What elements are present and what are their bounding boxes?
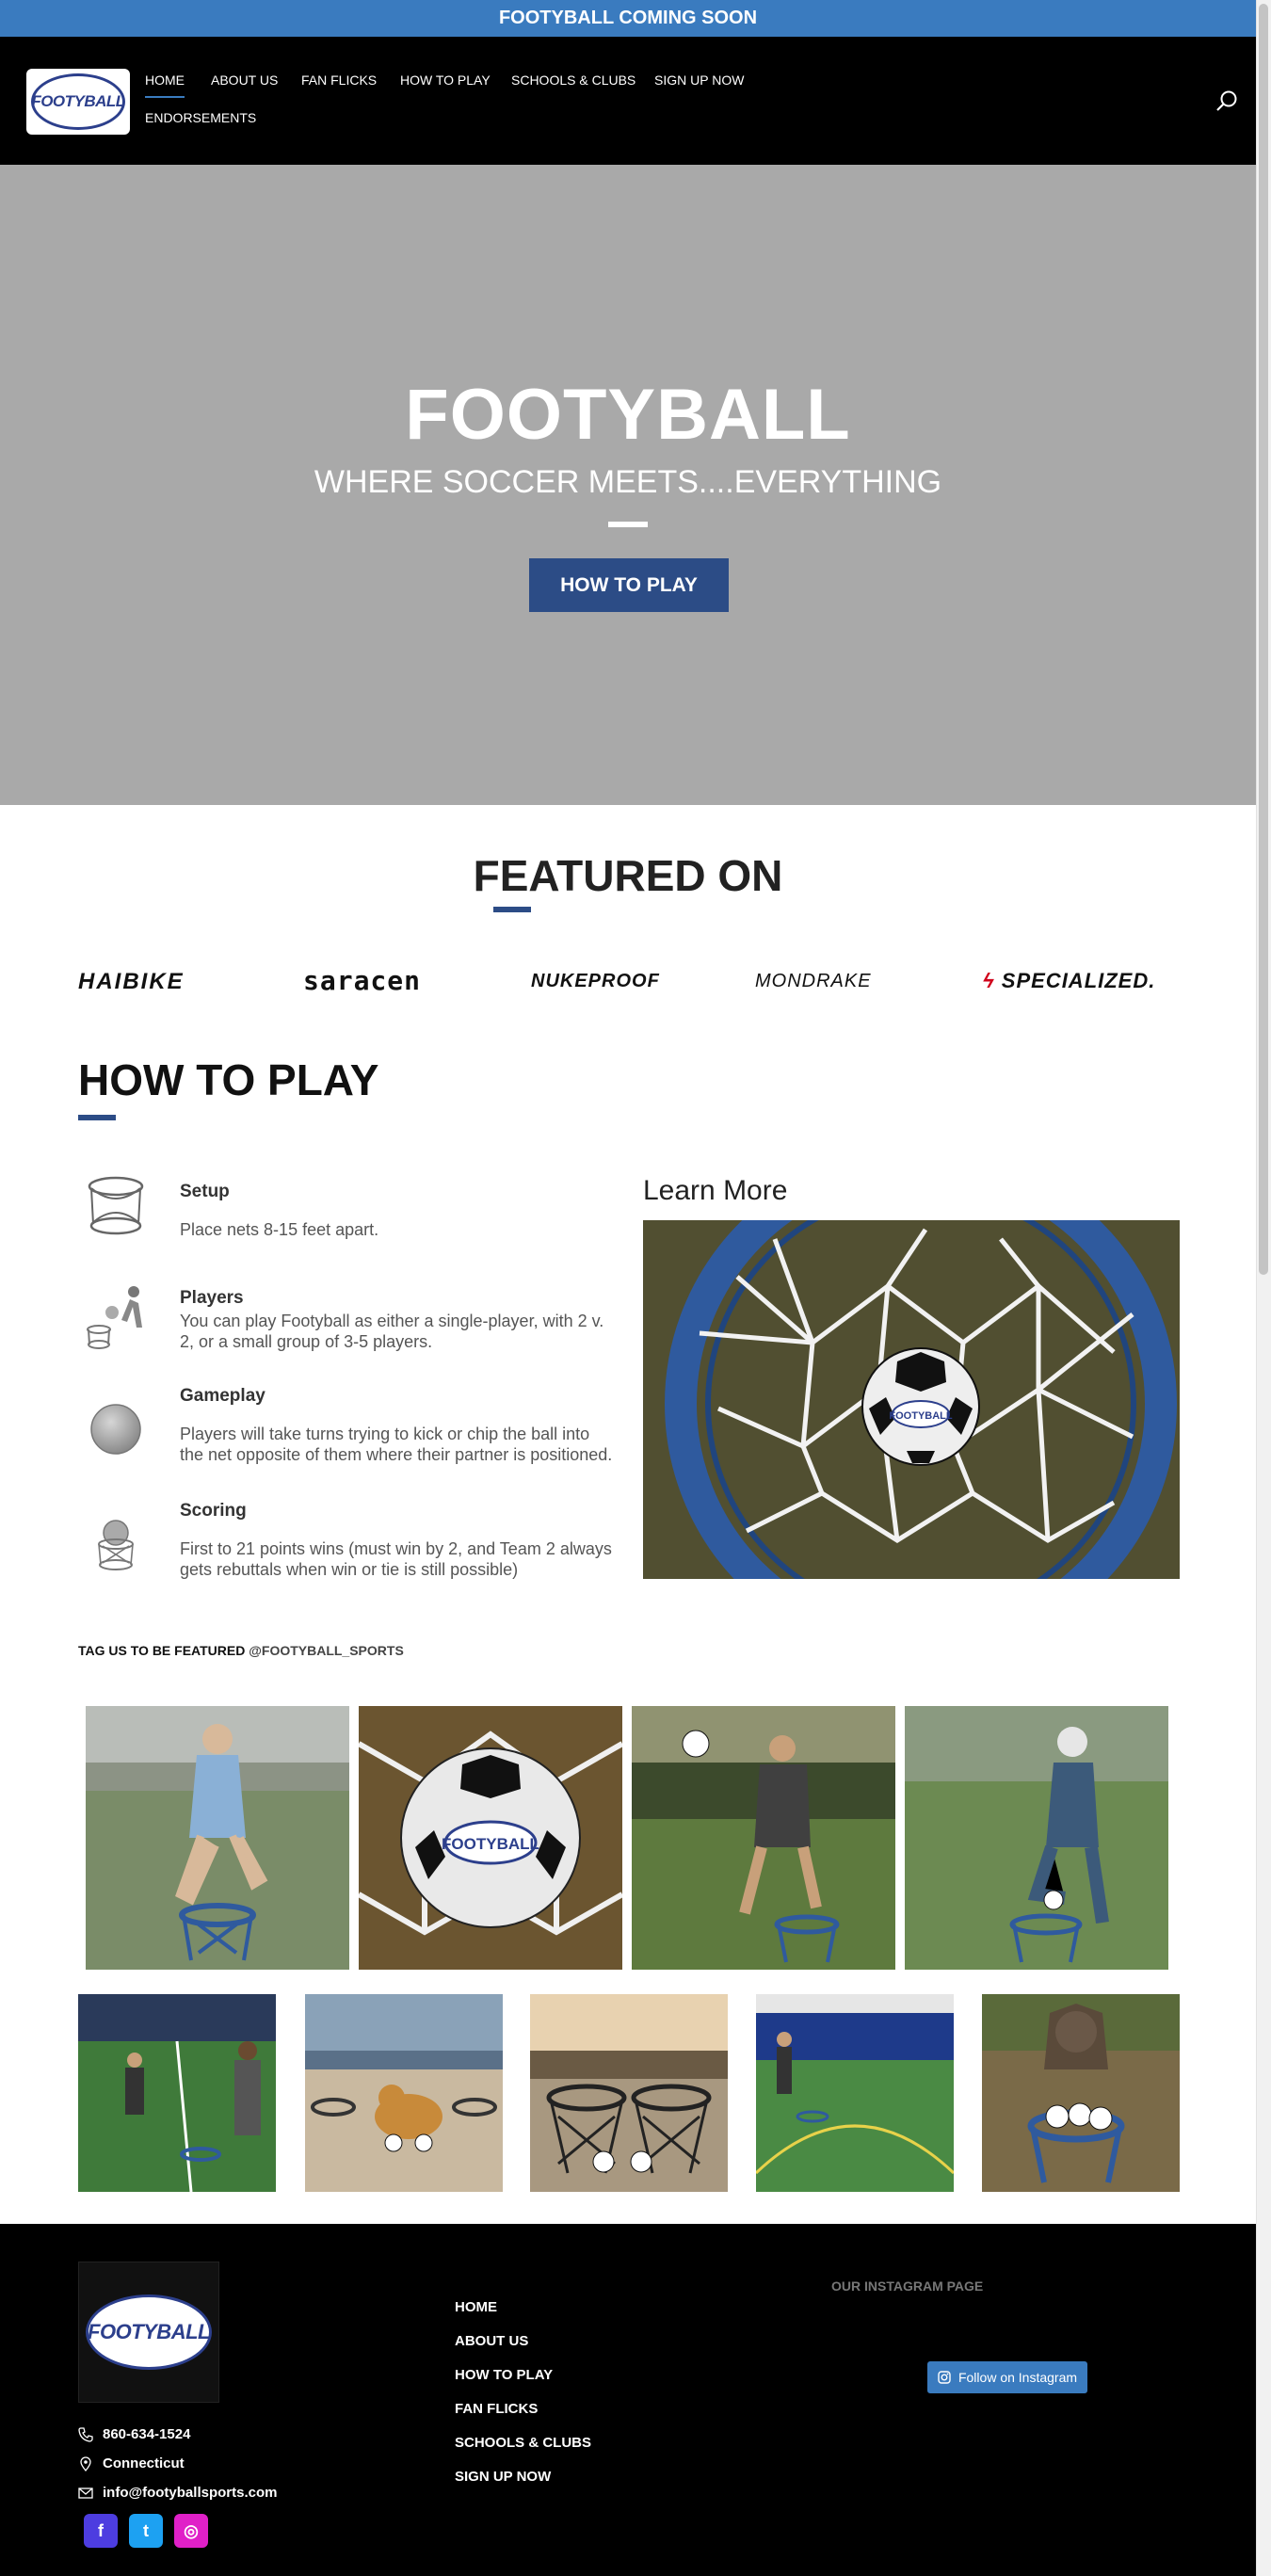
step-description: Players will take turns trying to kick or chip the ball into the net opposite of them where their partner is positioned. [180, 1425, 613, 1464]
site-header [0, 37, 1256, 165]
footer-email[interactable] [78, 2485, 277, 2501]
nav-item-home[interactable]: HOME [145, 72, 185, 88]
footer-location-text: Connecticut [103, 2455, 185, 2471]
footer-phone-text: 860-634-1524 [103, 2426, 191, 2442]
footer-logo-text: FOOTYBALL [88, 2320, 210, 2343]
footer-link-fan-flicks[interactable]: FAN FLICKS [455, 2401, 539, 2417]
brand-logo-nukeproof: NUKEPROOF [531, 971, 660, 991]
nav-item-schools-clubs[interactable]: SCHOOLS & CLUBS [511, 72, 636, 88]
net-icon [78, 1167, 153, 1243]
footer-link-sign-up-now[interactable]: SIGN UP NOW [455, 2469, 552, 2485]
instagram-tag-line [78, 1643, 404, 1658]
how-to-play-underline [78, 1115, 116, 1120]
step-description: You can play Footyball as either a single-player, with 2 v. 2, or a small group of 3-5 players. [180, 1312, 604, 1351]
phone-icon [78, 2427, 93, 2442]
instagram-page-heading: OUR INSTAGRAM PAGE [831, 2278, 984, 2294]
announcement-bar: FOOTYBALL COMING SOON [0, 0, 1256, 37]
featured-on-section [0, 805, 1256, 1022]
svg-text:FOOTYBALL: FOOTYBALL [889, 1410, 953, 1422]
tag-text: TAG US TO BE FEATURED [78, 1643, 246, 1658]
page-scrollbar[interactable] [1256, 0, 1271, 2576]
nav-item-sign-up-now[interactable]: SIGN UP NOW [654, 72, 745, 88]
nav-item-endorsements[interactable]: ENDORSEMENTS [145, 110, 257, 125]
footer-phone[interactable] [78, 2426, 190, 2442]
instagram-photo[interactable] [530, 1994, 728, 2192]
instagram-photo[interactable] [905, 1706, 1168, 1970]
how-to-play-button[interactable]: HOW TO PLAY [529, 558, 729, 612]
footer-email-text: info@footyballsports.com [103, 2485, 278, 2501]
footer-location [78, 2455, 185, 2471]
featured-underline [493, 907, 531, 912]
brand-logo-saracen: saracen [303, 965, 422, 996]
footer-link-schools-clubs[interactable]: SCHOOLS & CLUBS [455, 2435, 592, 2451]
instagram-photo[interactable] [982, 1994, 1180, 2192]
step-players [78, 1279, 615, 1373]
instagram-icon[interactable] [174, 2514, 208, 2548]
twitter-icon[interactable] [129, 2514, 163, 2548]
location-pin-icon [78, 2456, 93, 2471]
facebook-glyph: f [98, 2520, 104, 2540]
search-icon[interactable] [1215, 89, 1239, 114]
step-description: First to 21 points wins (must win by 2, and Team 2 always gets rebuttals when win or tie is still possible) [180, 1539, 612, 1579]
instagram-small-icon [938, 2371, 951, 2384]
mail-icon [78, 2486, 93, 2501]
hero-title: FOOTYBALL [405, 375, 851, 455]
brand-logo-haibike: HAIBIKE [78, 969, 185, 994]
scrollbar-thumb[interactable] [1259, 4, 1268, 1275]
instagram-photo[interactable] [305, 1994, 503, 2192]
featured-heading: FEATURED ON [473, 851, 783, 900]
step-title: Gameplay [180, 1386, 265, 1406]
footer-logo[interactable] [78, 2262, 219, 2403]
step-title: Setup [180, 1182, 230, 1201]
scoring-icon [78, 1501, 153, 1576]
footer-logo-badge [86, 2294, 212, 2370]
footer-link-home[interactable]: HOME [455, 2299, 497, 2315]
ball-icon [78, 1386, 153, 1461]
logo-text: FOOTYBALL [31, 92, 125, 110]
step-setup [78, 1167, 615, 1262]
hero-divider [608, 522, 648, 527]
step-description: Place nets 8-15 feet apart. [180, 1220, 379, 1239]
footer-link-how-to-play[interactable]: HOW TO PLAY [455, 2367, 554, 2383]
logo-badge [31, 73, 125, 130]
brand-logo-specialized-text: SPECIALIZED. [1001, 969, 1156, 992]
site-logo[interactable] [26, 69, 130, 135]
instagram-handle[interactable]: @FOOTYBALL_SPORTS [249, 1643, 404, 1658]
svg-text:FOOTYBALL: FOOTYBALL [442, 1835, 539, 1853]
specialized-swoosh-icon: ϟ [983, 969, 995, 992]
instagram-photo[interactable] [359, 1706, 622, 1970]
brand-logo-specialized [983, 969, 1155, 993]
hero-banner [0, 165, 1256, 805]
how-to-play-heading: HOW TO PLAY [78, 1055, 379, 1104]
step-title: Players [180, 1288, 244, 1308]
hero-subtitle: WHERE SOCCER MEETS....EVERYTHING [314, 464, 942, 500]
step-scoring [78, 1501, 615, 1604]
players-icon [78, 1279, 153, 1354]
nav-item-how-to-play[interactable]: HOW TO PLAY [400, 72, 491, 88]
learn-more-image[interactable] [643, 1220, 1180, 1579]
instagram-photo[interactable] [632, 1706, 895, 1970]
follow-button-label: Follow on Instagram [957, 2370, 1078, 2385]
twitter-glyph: t [143, 2520, 149, 2540]
follow-on-instagram-button[interactable] [927, 2361, 1087, 2393]
brand-logo-mondrake: MONDRAKE [755, 971, 872, 991]
footer-link-about-us[interactable]: ABOUT US [455, 2333, 529, 2349]
nav-item-fan-flicks[interactable]: FAN FLICKS [301, 72, 378, 88]
instagram-photo[interactable] [86, 1706, 349, 1970]
nav-item-about-us[interactable]: ABOUT US [211, 72, 279, 88]
step-gameplay [78, 1386, 615, 1489]
instagram-photo[interactable] [756, 1994, 954, 2192]
learn-more-heading: Learn More [643, 1175, 788, 1206]
step-title: Scoring [180, 1501, 247, 1521]
instagram-glyph: ◎ [184, 2520, 199, 2540]
instagram-photo[interactable] [78, 1994, 276, 2192]
facebook-icon[interactable] [84, 2514, 118, 2548]
